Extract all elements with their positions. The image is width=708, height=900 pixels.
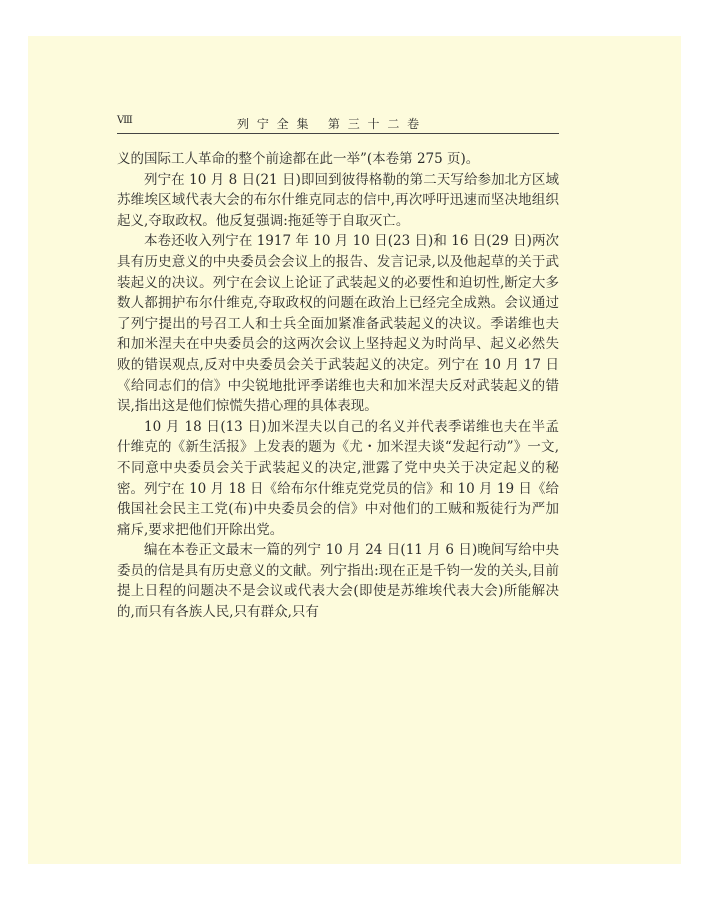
page-number: Ⅷ [117, 115, 133, 126]
paragraph-continued: 义的国际工人革命的整个前途都在此一举”(本卷第 275 页)。 [117, 151, 480, 167]
body-text [117, 149, 559, 623]
paragraph: 列宁在 10 月 8 日(21 日)即回到彼得格勒的第二天写给参加北方区域苏维埃区域代表大会的布尔什维克同志的信中,再次呼吁迅速而坚决地组织起义,夺取政权。他反复强调:拖延等于自取灭亡。 [117, 171, 559, 229]
paragraph: 10 月 18 日(13 日)加米涅夫以自己的名义并代表季诺维也夫在半孟什维克的《新生活报》上发表的题为《尤・加米涅夫谈“发起行动”》一文,不同意中央委员会关于武装起义的决定,泄露了党中央关于决定起义的秘密。列宁在 10 月 18 日《给布尔什维克党党员的信》和 10 月 19 日《给俄国社会民主工党(布)中央委员会的信》中对他们的工贼和叛徒行为严加痛斥,要求把他们开除出党。 [117, 418, 559, 538]
paragraph: 编在本卷正文最末一篇的列宁 10 月 24 日(11 月 6 日)晚间写给中央委员的信是具有历史意义的文献。列宁指出:现在正是千钧一发的关头,目前提上日程的问题决不是会议或代表大会(即使是苏维埃代表大会)所能解决的,而只有各族人民,只有群众,只有 [117, 542, 559, 621]
running-header [117, 115, 559, 134]
running-title: 列 宁 全 集 第 三 十 二 卷 [237, 117, 422, 131]
paragraph: 本卷还收入列宁在 1917 年 10 月 10 日(23 日)和 16 日(29 日)两次具有历史意义的中央委员会会议上的报告、发言记录,以及他起草的关于武装起义的决议。列宁在会议上论证了武装起义的必要性和迫切性,断定大多数人都拥护布尔什维克,夺取政权的问题在政治上已经完全成熟。会议通过了列宁提出的号召工人和士兵全面加紧准备武装起义的决议。季诺维也夫和加米涅夫在中央委员会的这两次会议上坚持起义为时尚早、起义必然失败的错误观点,反对中央委员会关于武装起义的决定。列宁在 10 月 17 日《给同志们的信》中尖锐地批评季诺维也夫和加米涅夫反对武装起义的错误,指出这是他们惊慌失措心理的具体表现。 [117, 233, 559, 415]
